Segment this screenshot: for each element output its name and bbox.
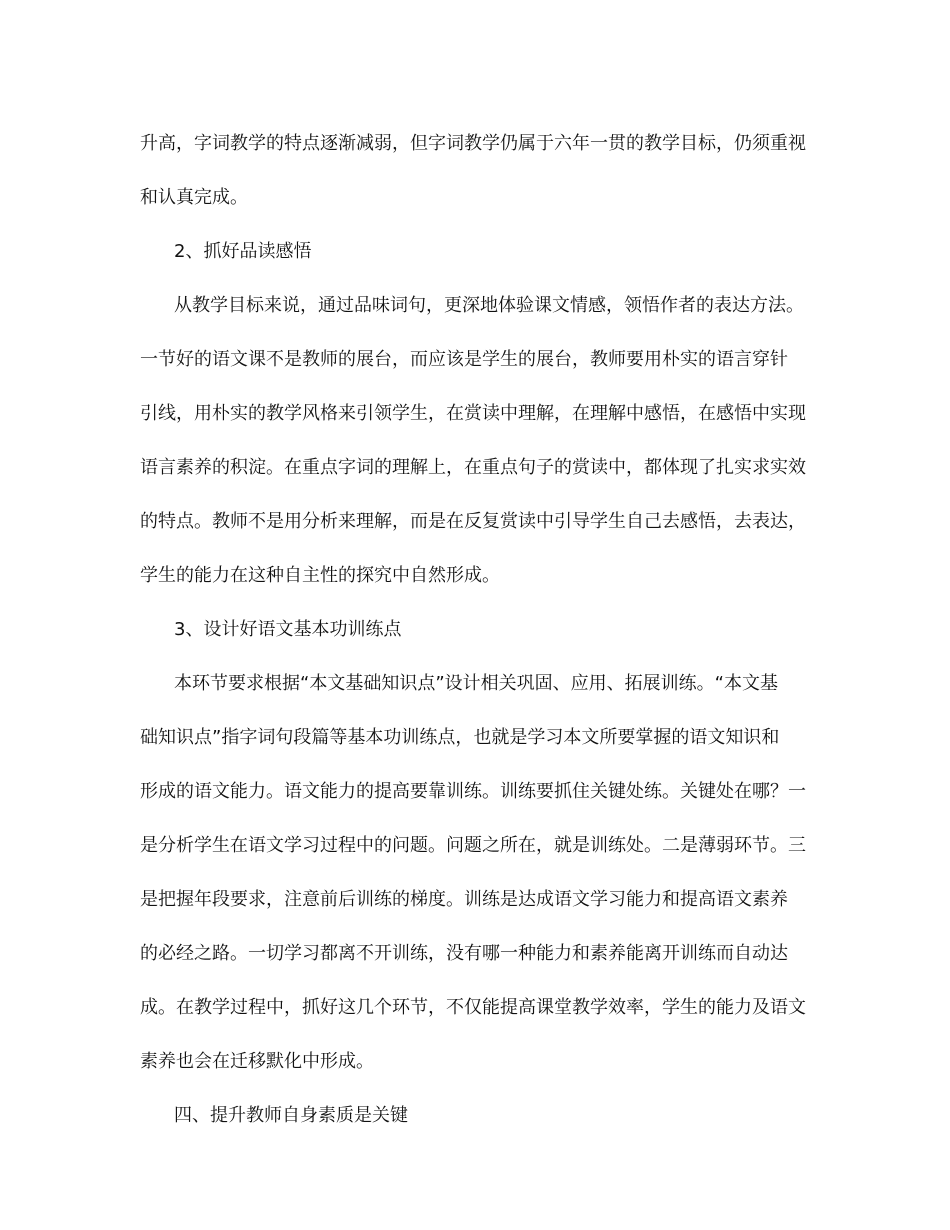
document-body xyxy=(140,126,812,1152)
paragraph-line: 成。在教学过程中，抓好这几个环节，不仅能提高课堂教学效率，学生的能力及语文 xyxy=(140,997,806,1018)
paragraph-line: 学生的能力在这种自主性的探究中自然形成。 xyxy=(140,565,500,586)
section-heading: 四、提升教师自身素质是关键 xyxy=(174,1105,408,1126)
paragraph-line: 升高，字词教学的特点逐渐减弱，但字词教学仍属于六年一贯的教学目标，仍须重视 xyxy=(140,133,806,154)
paragraph-line: 素养也会在迁移默化中形成。 xyxy=(140,1051,374,1072)
paragraph-line: 础知识点”指字词句段篇等基本功训练点，也就是学习本文所要掌握的语文知识和 xyxy=(140,727,780,748)
paragraph-line: 引线，用朴实的教学风格来引领学生，在赏读中理解，在理解中感悟，在感悟中实现 xyxy=(140,403,806,424)
paragraph-line: 一节好的语文课不是教师的展台，而应该是学生的展台，教师要用朴实的语言穿针 xyxy=(140,349,788,370)
section-heading: 2、抓好品读感悟 xyxy=(174,241,312,262)
paragraph-line: 语言素养的积淀。在重点字词的理解上，在重点句子的赏读中，都体现了扎实求实效 xyxy=(140,457,806,478)
paragraph-line: 是分析学生在语文学习过程中的问题。问题之所在，就是训练处。二是薄弱环节。三 xyxy=(140,835,806,856)
paragraph-line: 形成的语文能力。语文能力的提高要靠训练。训练要抓住关键处练。关键处在哪？一 xyxy=(140,781,806,802)
paragraph-first-line: 本环节要求根据“本文基础知识点”设计相关巩固、应用、拓展训练。“本文基 xyxy=(174,673,778,694)
paragraph-line: 是把握年段要求，注意前后训练的梯度。训练是达成语文学习能力和提高语文素养 xyxy=(140,889,788,910)
paragraph-first-line: 从教学目标来说，通过品味词句，更深地体验课文情感，领悟作者的表达方法。 xyxy=(174,295,804,316)
section-heading: 3、设计好语文基本功训练点 xyxy=(174,619,402,640)
paragraph-line: 和认真完成。 xyxy=(140,187,248,208)
paragraph-line: 的特点。教师不是用分析来理解，而是在反复赏读中引导学生自己去感悟，去表达， xyxy=(140,511,806,532)
paragraph-line: 的必经之路。一切学习都离不开训练，没有哪一种能力和素养能离开训练而自动达 xyxy=(140,943,788,964)
